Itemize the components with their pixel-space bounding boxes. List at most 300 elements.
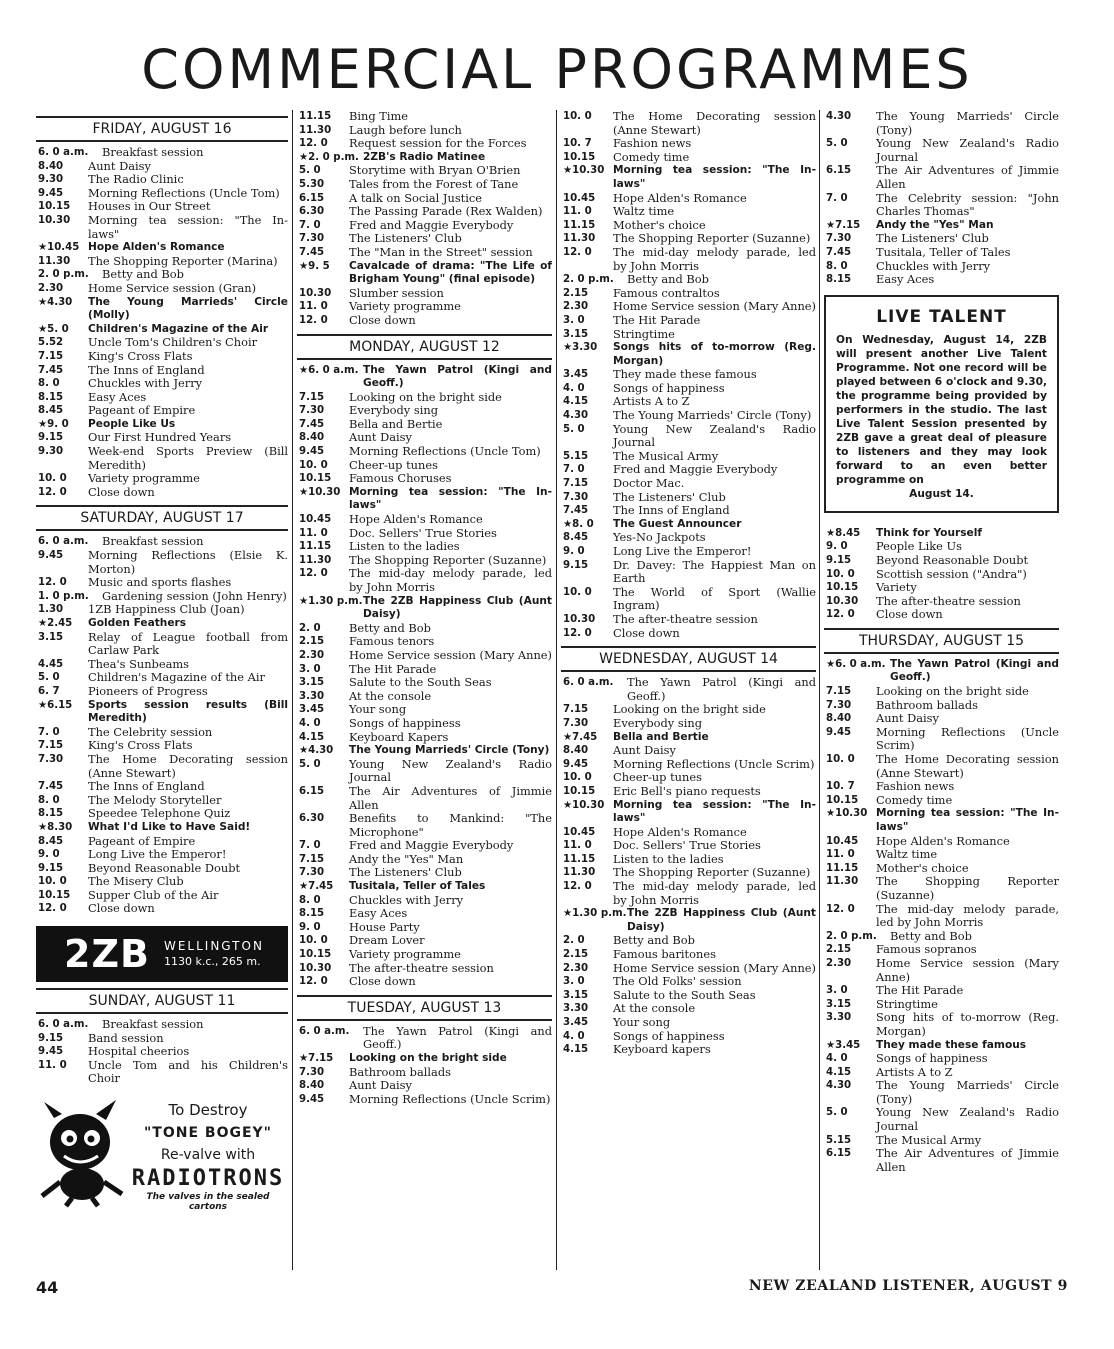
programme-row: [561, 192, 816, 206]
programme-row: [824, 568, 1059, 582]
programme-title: The "Man in the Street" session: [349, 244, 533, 259]
programme-row: [297, 137, 552, 151]
programme-row: [824, 685, 1059, 699]
programme-title: Beyond Reasonable Doubt: [88, 860, 241, 875]
programme-time: ★3.30: [563, 342, 598, 354]
station-info: [164, 939, 264, 969]
programme-title: Artists A to Z: [613, 394, 690, 409]
programme-row: [824, 554, 1059, 568]
programme-time: 2.15: [563, 949, 589, 961]
programme-row: [36, 617, 288, 631]
programme-time: 2. 0: [299, 622, 321, 634]
programme-time: 6.15: [826, 165, 852, 177]
day-tuesday: [297, 995, 552, 1107]
programme-time: 9.45: [38, 550, 64, 562]
programme-title: Close down: [613, 625, 680, 640]
programme-time: 7.45: [38, 781, 64, 793]
column-4: [824, 110, 1059, 1178]
programme-row: [36, 603, 288, 617]
programme-title: The Musical Army: [613, 448, 719, 463]
programme-title: Doc. Sellers' True Stories: [349, 525, 497, 540]
day-wednesday-late: [824, 527, 1059, 622]
programme-title: The Celebrity session: [88, 724, 213, 739]
programme-title: Young New Zealand's Radio Journal: [349, 756, 552, 785]
programme-row: [36, 282, 288, 296]
programme-row: [824, 658, 1059, 685]
programme-time: 9.15: [826, 554, 852, 566]
programme-row: [561, 368, 816, 382]
programme-time: 6.30: [299, 813, 325, 825]
programme-row: [36, 187, 288, 201]
day-wednesday: [561, 646, 816, 1057]
programme-time: 3.45: [299, 704, 325, 716]
programme-title: The Young Marrieds' Circle (Tony): [349, 744, 550, 757]
programme-row: [824, 246, 1059, 260]
programme-title: Children's Magazine of the Air: [88, 322, 269, 335]
programme-time: 8.40: [826, 713, 852, 725]
programme-title: The Home Decorating session (Anne Stewart): [613, 109, 816, 137]
programme-title: Bathroom ballads: [876, 697, 978, 712]
programme-title: Morning Reflections (Uncle Scrim): [349, 1091, 551, 1106]
programme-row: [297, 934, 552, 948]
programme-title: Breakfast session: [102, 145, 204, 159]
programme-title: The Radio Clinic: [88, 172, 184, 187]
programme-title: Morning tea session: "The In-laws": [88, 212, 288, 241]
programme-row: [561, 731, 816, 745]
programme-row: [297, 1066, 552, 1080]
programme-time: 5. 0: [826, 138, 848, 150]
programme-row: [36, 862, 288, 876]
programme-row: [561, 962, 816, 976]
programme-time: 11.30: [826, 876, 859, 888]
advert-brand: RADIOTRONS: [131, 1166, 285, 1192]
programme-row: [824, 712, 1059, 726]
programme-title: The Home Decorating session (Anne Stewart): [88, 751, 288, 780]
programme-time: 4.30: [563, 410, 589, 422]
advert-line: "TONE BOGEY": [144, 1125, 272, 1142]
programme-row: [36, 241, 288, 255]
programme-time: ★10.30: [299, 486, 341, 498]
programme-row: [36, 1059, 288, 1086]
programme-title: Speedee Telephone Quiz: [88, 806, 231, 821]
programme-time: 6. 0 a.m.: [38, 536, 89, 548]
programme-time: 12. 0: [299, 976, 328, 988]
programme-title: Morning Reflections (Uncle Scrim): [613, 756, 815, 771]
programme-row: [36, 1045, 288, 1059]
programme-time: 10. 0: [299, 935, 328, 947]
programme-row: [36, 350, 288, 364]
programme-title: Young New Zealand's Radio Journal: [613, 421, 816, 450]
programme-row: [824, 219, 1059, 233]
programme-title: The Yawn Patrol (Kingi and Geoff.): [627, 675, 816, 703]
programme-row: [824, 903, 1059, 930]
programme-title: Our First Hundred Years: [88, 430, 232, 445]
column-3: [561, 110, 816, 1061]
programme-title: Fashion news: [876, 779, 955, 794]
programme-time: 3.30: [826, 1012, 852, 1024]
day-heading: MONDAY, AUGUST 12: [297, 334, 552, 360]
programme-row: [36, 323, 288, 337]
programme-title: Pioneers of Progress: [88, 683, 208, 698]
programme-title: Breakfast session: [102, 1017, 204, 1032]
programme-title: At the console: [613, 1001, 696, 1016]
programme-row: [824, 608, 1059, 622]
programme-row: [297, 731, 552, 745]
programme-list: [824, 110, 1059, 287]
programme-title: Famous contraltos: [613, 285, 720, 300]
programme-row: [561, 504, 816, 518]
programme-time: 6. 0 a.m.: [299, 1025, 350, 1037]
programme-time: 3.30: [563, 1003, 589, 1015]
programme-row: [561, 314, 816, 328]
programme-row: [297, 540, 552, 554]
programme-time: 7.15: [38, 350, 64, 362]
programme-time: ★10.45: [38, 242, 80, 254]
column-rule: [292, 110, 293, 1270]
live-talent-body: On Wednesday, August 14, 2ZB will present another Live Talent Programme. Not one record will be played between 6 o'clock and 9.30, the programme being provided by performers in the studio. The last Live Talent Session presented by 2ZB gave a great deal of pleasure to listeners and they may look forward to an even better programme on: [836, 333, 1047, 486]
programme-title: The Old Folks' session: [613, 974, 742, 989]
programme-title: The Shopping Reporter (Suzanne): [613, 865, 811, 880]
programme-row: [824, 984, 1059, 998]
programme-time: 12. 0: [826, 609, 855, 621]
programme-row: [297, 948, 552, 962]
programme-time: ★6. 0 a.m.: [826, 658, 886, 670]
programme-time: 7.45: [299, 246, 325, 258]
programme-row: [297, 554, 552, 568]
programme-row: [36, 255, 288, 269]
programme-time: 3.15: [563, 328, 589, 340]
programme-time: 8. 0: [299, 894, 321, 906]
programme-title: Aunt Daisy: [613, 743, 676, 758]
programme-row: [561, 477, 816, 491]
programme-time: 7.30: [38, 753, 64, 765]
programme-row: [36, 902, 288, 916]
programme-time: 3.15: [826, 998, 852, 1010]
programme-row: [561, 205, 816, 219]
programme-row: [561, 1043, 816, 1057]
programme-row: [824, 1147, 1059, 1174]
programme-row: [561, 531, 816, 545]
programme-row: [297, 232, 552, 246]
programme-title: Andy the "Yes" Man: [876, 218, 994, 231]
programme-title: Aunt Daisy: [349, 1078, 412, 1093]
programme-row: [297, 853, 552, 867]
programme-title: Stringtime: [876, 996, 938, 1011]
programme-row: [297, 300, 552, 314]
programme-time: 11. 0: [563, 840, 592, 852]
programme-row: [36, 807, 288, 821]
programme-row: [297, 663, 552, 677]
programme-title: The Yawn Patrol (Kingi and Geoff.): [363, 363, 552, 390]
programme-row: [297, 246, 552, 260]
programme-row: [297, 785, 552, 812]
programme-time: 10. 7: [563, 138, 592, 150]
programme-list: [297, 1025, 552, 1107]
programme-row: [824, 794, 1059, 808]
programme-title: Sports session results (Bill Meredith): [88, 698, 288, 725]
programme-title: Fashion news: [613, 136, 692, 151]
programme-title: Listen to the ladies: [613, 851, 724, 866]
programme-time: 2. 0: [563, 935, 585, 947]
programme-title: Waltz time: [876, 847, 938, 862]
programme-title: Salute to the South Seas: [349, 675, 492, 690]
programme-row: [36, 200, 288, 214]
programme-time: 10. 0: [826, 754, 855, 766]
programme-time: 2.15: [299, 636, 325, 648]
programme-time: 9.30: [38, 446, 64, 458]
programme-time: 4.15: [299, 731, 325, 743]
programme-row: [824, 1106, 1059, 1133]
programme-time: 4. 0: [299, 717, 321, 729]
programme-time: ★8.30: [38, 821, 73, 833]
programme-title: The Listeners' Club: [349, 231, 462, 246]
programme-title: Home Service session (Mary Anne): [613, 960, 816, 975]
programme-row: [561, 627, 816, 641]
programme-title: Betty and Bob: [890, 928, 972, 943]
day-heading: WEDNESDAY, AUGUST 14: [561, 646, 816, 672]
programme-row: [824, 273, 1059, 287]
programme-time: 7.45: [563, 505, 589, 517]
station-frequency: 1130 k.c., 265 m.: [163, 955, 261, 969]
day-heading: THURSDAY, AUGUST 15: [824, 628, 1059, 654]
programme-time: 9.15: [38, 432, 64, 444]
programme-time: 10. 0: [563, 111, 592, 122]
programme-title: People Like Us: [88, 417, 176, 430]
programme-row: [824, 943, 1059, 957]
programme-title: Variety programme: [88, 471, 200, 486]
programme-time: 12. 0: [38, 486, 67, 498]
programme-time: 5. 0: [299, 165, 321, 177]
programme-time: 11.30: [299, 554, 332, 566]
programme-time: 11.30: [563, 233, 596, 245]
programme-title: Hope Alden's Romance: [613, 190, 747, 205]
programme-row: [297, 703, 552, 717]
programme-title: Song hits of to-morrow (Reg. Morgan): [876, 1010, 1059, 1038]
programme-time: 10.45: [563, 826, 596, 838]
programme-title: King's Cross Flats: [88, 738, 193, 753]
programme-time: 12. 0: [38, 903, 67, 915]
programme-title: Comedy time: [876, 792, 953, 807]
programme-row: [561, 880, 816, 907]
programme-title: Hospital cheerios: [88, 1044, 190, 1059]
programme-row: [824, 595, 1059, 609]
programme-time: 8.40: [299, 432, 325, 444]
programme-time: 8.45: [38, 405, 64, 417]
programme-title: Fred and Maggie Everybody: [349, 838, 514, 853]
programme-row: [36, 160, 288, 174]
programme-time: 2. 0 p.m.: [38, 269, 89, 281]
programme-title: Benefits to Mankind: "The Microphone": [349, 811, 552, 839]
programme-time: 7.30: [299, 1066, 325, 1078]
programme-title: A talk on Social Justice: [349, 190, 483, 205]
programme-title: The 2ZB Happiness Club (Aunt Daisy): [627, 907, 816, 933]
programme-time: 9. 0: [38, 849, 60, 861]
programme-title: Chuckles with Jerry: [876, 258, 991, 273]
programme-row: [561, 395, 816, 409]
programme-time: 7.15: [299, 853, 325, 865]
programme-time: 12. 0: [299, 138, 328, 150]
programme-title: What I'd Like to Have Said!: [88, 820, 251, 833]
programme-title: Tusitala, Teller of Tales: [876, 244, 1011, 259]
programme-row: [561, 771, 816, 785]
programme-title: Children's Magazine of the Air: [88, 670, 265, 685]
radiotrons-advertisement: [36, 1098, 288, 1212]
programme-title: Close down: [349, 312, 416, 327]
programme-row: [824, 1066, 1059, 1080]
programme-title: Young New Zealand's Radio Journal: [876, 136, 1059, 164]
programme-time: 10. 7: [826, 781, 855, 793]
programme-title: Listen to the ladies: [349, 539, 460, 554]
programme-list: [297, 364, 552, 989]
programme-title: The Yawn Patrol (Kingi and Geoff.): [363, 1023, 552, 1052]
programme-time: 4. 0: [826, 1053, 848, 1065]
programme-time: 10. 0: [38, 876, 67, 888]
programme-row: [297, 567, 552, 594]
programme-title: Cheer-up tunes: [349, 457, 438, 472]
programme-row: [297, 676, 552, 690]
programme-title: The Young Marrieds' Circle (Molly): [88, 295, 288, 322]
programme-row: [824, 875, 1059, 902]
programme-row: [297, 459, 552, 473]
programme-title: Aunt Daisy: [88, 158, 151, 173]
programme-time: 9. 0: [563, 546, 585, 557]
programme-time: ★7.15: [826, 219, 861, 231]
programme-title: The Home Decorating session (Anne Stewart): [876, 752, 1059, 780]
programme-time: 3.45: [563, 1017, 589, 1028]
programme-list: [36, 1018, 288, 1086]
programme-row: [297, 151, 552, 165]
programme-row: [297, 205, 552, 219]
day-friday: [36, 116, 288, 499]
advert-copy: [128, 1098, 288, 1212]
programme-row: [824, 1039, 1059, 1053]
programme-title: Betty and Bob: [627, 272, 709, 287]
programme-time: 8.40: [563, 745, 589, 757]
programme-row: [561, 559, 816, 586]
programme-row: [36, 418, 288, 432]
programme-row: [297, 260, 552, 287]
programme-row: [561, 409, 816, 423]
programme-time: 10.45: [826, 835, 859, 847]
programme-time: 7. 0: [38, 726, 60, 738]
programme-title: People Like Us: [876, 539, 962, 554]
programme-row: [561, 839, 816, 853]
programme-title: Close down: [876, 607, 943, 622]
programme-row: [824, 581, 1059, 595]
programme-title: The Young Marrieds' Circle (Tony): [876, 1078, 1059, 1106]
programme-time: 11.15: [563, 219, 596, 231]
programme-time: 12. 0: [299, 568, 328, 580]
programme-title: Music and sports flashes: [88, 575, 232, 590]
programme-title: The Young Marrieds' Circle (Tony): [876, 109, 1059, 137]
programme-title: The after-theatre session: [613, 611, 758, 626]
programme-title: Everybody sing: [613, 715, 702, 730]
programme-time: 12. 0: [563, 246, 592, 258]
programme-time: 7. 0: [299, 219, 321, 231]
programme-time: 11. 0: [563, 206, 592, 218]
programme-title: Doc. Sellers' True Stories: [613, 838, 761, 853]
programme-row: [297, 364, 552, 391]
programme-row: [36, 848, 288, 862]
programme-row: [824, 1011, 1059, 1038]
programme-title: Famous baritones: [613, 947, 716, 962]
programme-title: Betty and Bob: [102, 267, 184, 282]
programme-title: Relay of League football from Carlaw Park: [88, 629, 288, 658]
column-1: [36, 110, 288, 1212]
programme-time: 10. 0: [299, 459, 328, 471]
programme-time: 2.15: [563, 287, 589, 299]
station-banner: [36, 926, 288, 982]
programme-time: 11. 0: [299, 301, 328, 313]
programme-time: 10.15: [826, 794, 859, 806]
programme-row: [561, 703, 816, 717]
live-talent-notice: [824, 295, 1059, 513]
programme-row: [561, 1002, 816, 1016]
programme-title: The Yawn Patrol (Kingi and Geoff.): [890, 657, 1059, 684]
programme-title: The Guest Announcer: [613, 517, 742, 530]
programme-row: [824, 753, 1059, 780]
programme-title: Keyboard Kapers: [349, 729, 449, 744]
programme-row: [297, 404, 552, 418]
programme-time: 10.15: [38, 201, 71, 213]
programme-time: ★2.45: [38, 618, 73, 629]
day-wednesday-continued: [824, 110, 1059, 287]
programme-time: 5.30: [299, 178, 325, 190]
programme-time: 5.52: [38, 337, 64, 349]
programme-time: 9.15: [563, 559, 589, 571]
programme-title: The Hit Parade: [613, 312, 701, 327]
programme-time: ★4.30: [38, 296, 73, 308]
programme-title: Eric Bell's piano requests: [613, 783, 761, 798]
programme-time: 5. 0: [299, 758, 321, 770]
programme-time: 11.15: [299, 111, 332, 122]
masthead: NEW ZEALAND LISTENER, AUGUST 9: [748, 1278, 1068, 1294]
programme-title: Long Live the Emperor!: [613, 544, 752, 558]
programme-title: The Inns of England: [613, 503, 730, 518]
programme-row: [561, 907, 816, 934]
programme-title: Fred and Maggie Everybody: [349, 217, 514, 232]
programme-title: Uncle Tom's Children's Choir: [88, 335, 258, 350]
column-rule: [819, 110, 820, 1270]
programme-time: 10.45: [563, 192, 596, 204]
programme-title: Morning Reflections (Uncle Tom): [88, 185, 280, 200]
programme-row: [561, 1016, 816, 1030]
programme-title: At the console: [349, 688, 432, 703]
day-heading: TUESDAY, AUGUST 13: [297, 995, 552, 1021]
programme-row: [561, 219, 816, 233]
programme-title: Stringtime: [613, 326, 675, 341]
programme-title: Morning tea session: "The In-laws": [613, 798, 816, 825]
programme-time: 10.15: [563, 151, 596, 163]
programme-title: Beyond Reasonable Doubt: [876, 552, 1029, 567]
programme-time: ★2. 0 p.m.: [299, 151, 359, 163]
programme-row: [36, 535, 288, 549]
programme-time: 4.15: [563, 396, 589, 408]
programme-row: [297, 839, 552, 853]
programme-time: 6.30: [299, 206, 325, 218]
programme-title: Long Live the Emperor!: [88, 847, 227, 862]
programme-title: Supper Club of the Air: [88, 887, 219, 902]
programme-row: [297, 110, 552, 124]
programme-row: [297, 178, 552, 192]
programme-title: Looking on the bright side: [876, 684, 1029, 699]
programme-time: 8.15: [38, 808, 64, 820]
programme-time: 5. 0: [826, 1107, 848, 1119]
programme-title: Artists A to Z: [876, 1064, 953, 1079]
programme-title: Close down: [88, 901, 155, 916]
programme-row: [561, 676, 816, 703]
programme-time: 8.15: [299, 908, 325, 920]
